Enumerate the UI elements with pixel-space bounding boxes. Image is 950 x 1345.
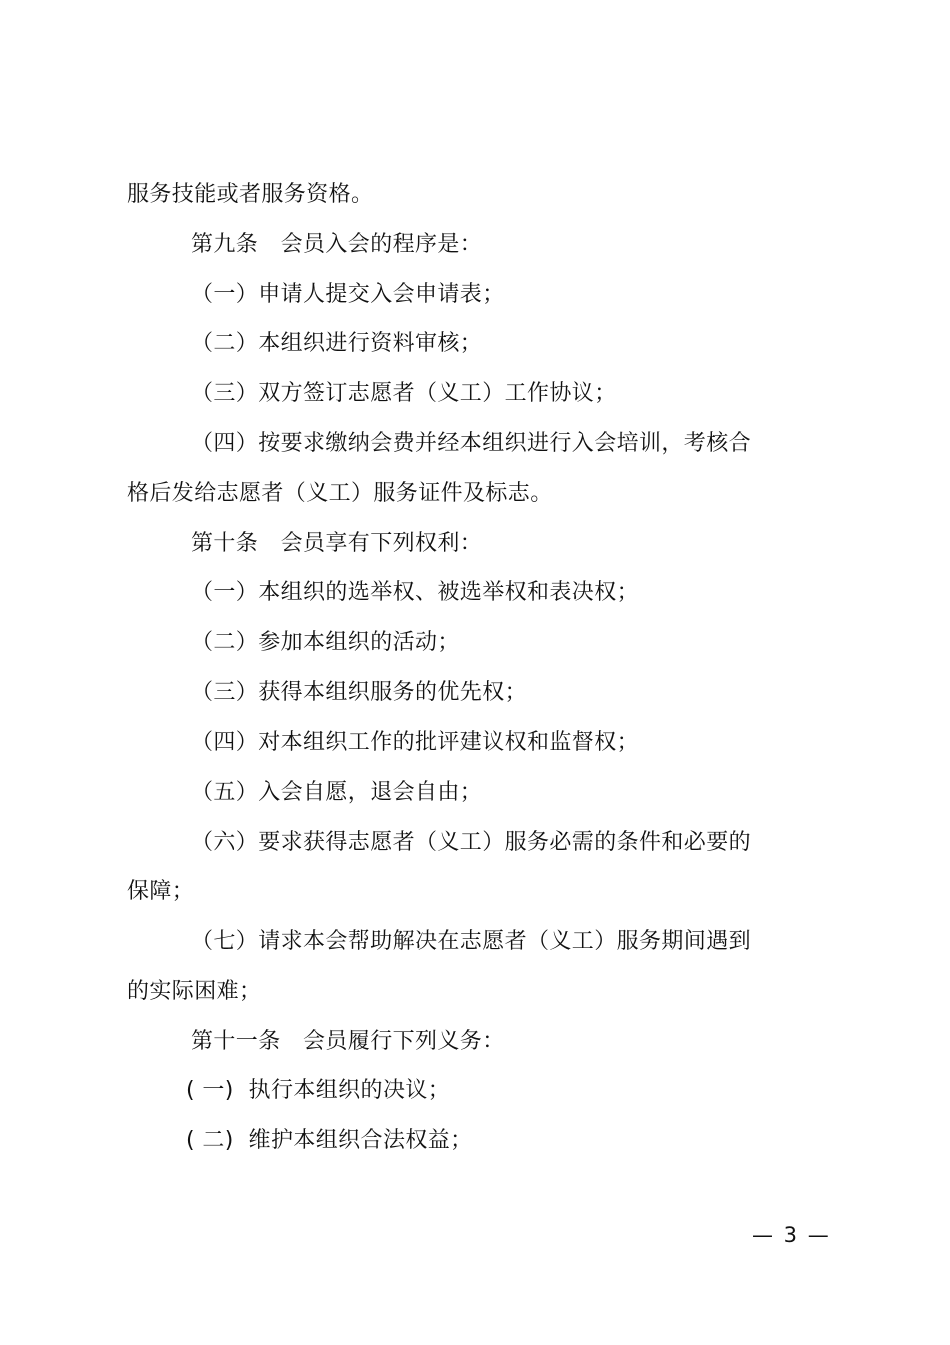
article-10-item-3: （三）获得本组织服务的优先权； [191,680,528,705]
article-10-item-4: （四）对本组织工作的批评建议权和监督权； [191,730,640,755]
paragraph-continuation: 服务技能或者服务资格。 [127,182,374,207]
article-9-item-2: （二）本组织进行资料审核； [191,331,483,356]
article-9-item-4-line-2: 格后发给志愿者（义工）服务证件及标志。 [127,481,553,506]
page-number: — 3 — [752,1223,831,1247]
article-10-item-7-line-2: 的实际困难； [127,979,262,1004]
article-9-item-4-line-1: （四）按要求缴纳会费并经本组织进行入会培训，考核合 [191,431,752,456]
article-11-heading: 第十一条 会员履行下列义务： [191,1029,505,1054]
article-11-item-1: ( 一) 执行本组织的决议； [186,1078,451,1103]
article-10-item-1: （一）本组织的选举权、被选举权和表决权； [191,580,640,605]
article-11-item-2: ( 二) 维护本组织合法权益； [186,1128,473,1153]
article-9-heading: 第九条 会员入会的程序是： [191,232,483,257]
article-10-heading: 第十条 会员享有下列权利： [191,531,483,556]
article-9-item-1: （一）申请人提交入会申请表； [191,282,505,307]
article-10-item-5: （五）入会自愿，退会自由； [191,780,483,805]
article-10-item-2: （二）参加本组织的活动； [191,630,460,655]
article-10-item-6-line-2: 保障； [127,879,195,904]
article-10-item-7-line-1: （七）请求本会帮助解决在志愿者（义工）服务期间遇到 [191,929,752,954]
article-10-item-6-line-1: （六）要求获得志愿者（义工）服务必需的条件和必要的 [191,830,752,855]
article-9-item-3: （三）双方签订志愿者（义工）工作协议； [191,381,617,406]
